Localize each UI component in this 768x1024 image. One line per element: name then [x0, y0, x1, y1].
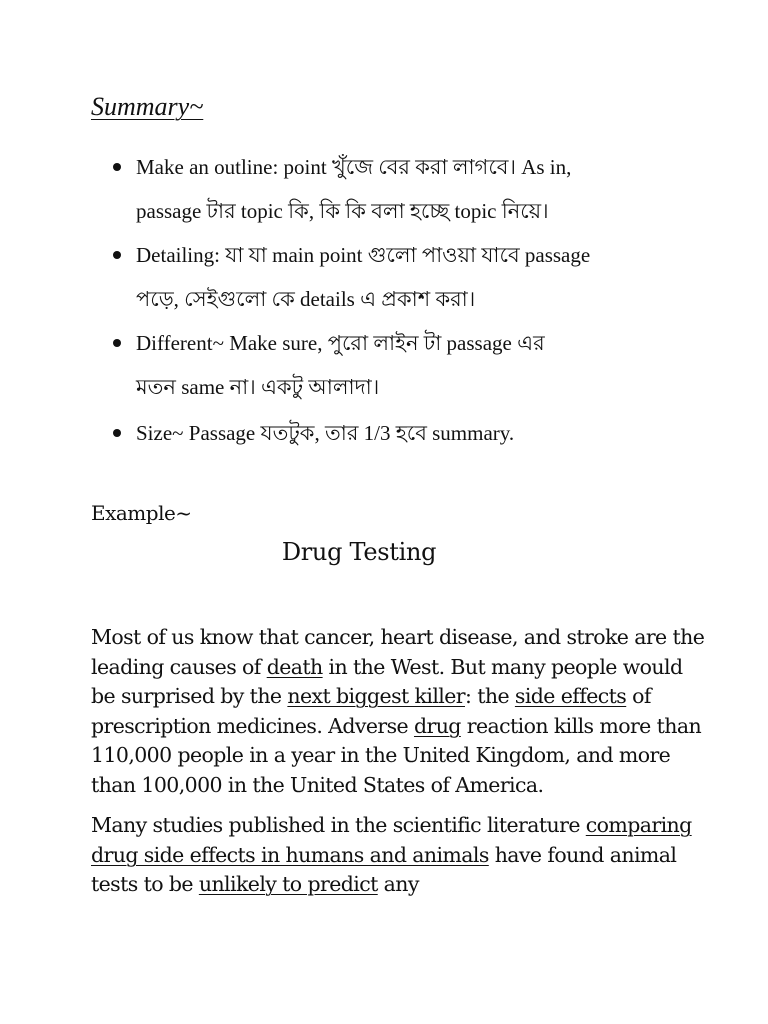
list-item-line: passage টার topic কি, কি কি বলা হচ্ছে topic নিয়ে। [136, 199, 549, 223]
list-item-line: Size~ Passage যতটুক, তার 1/3 হবে summary. [136, 421, 515, 445]
underlined-text: next biggest killer [287, 684, 465, 708]
list-item [113, 233, 713, 321]
bullet-icon [113, 339, 121, 347]
article-title: Drug Testing [281, 538, 437, 566]
paragraph-text: in the West. But many people would be surprised by the [91, 654, 683, 708]
summary-list [113, 145, 713, 455]
list-item [113, 145, 713, 233]
underlined-text: death [266, 654, 323, 679]
list-item-line: মতন same না। একটু আলাদা। [136, 375, 380, 399]
paragraph-text: reaction kills more than 110,000 people in a year in the United Kingdom, and more than 100,000 in the United States of America. [91, 713, 702, 797]
list-item-line: Detailing: যা যা main point গুলো পাওয়া যাবে passage [136, 243, 591, 267]
article-body [91, 623, 711, 911]
paragraph [91, 623, 711, 800]
underlined-text: comparing drug side effects in humans and animals [91, 813, 692, 867]
summary-heading: Summary~ [91, 92, 204, 121]
list-item [113, 411, 713, 455]
list-item-line: পড়ে, সেইগুলো কে details এ প্রকাশ করা। [136, 287, 476, 311]
paragraph-text: any [377, 872, 419, 896]
paragraph-text: : the [464, 684, 515, 708]
list-item-line: Different~ Make sure, পুরো লাইন টা passage এর [136, 331, 545, 355]
bullet-icon [113, 251, 121, 259]
underlined-text: unlikely to predict [198, 872, 378, 896]
underlined-text: side effects [514, 684, 627, 708]
bullet-icon [113, 163, 121, 171]
list-item-line: Make an outline: point খুঁজে বের করা লাগবে। As in, [136, 155, 572, 179]
list-item [113, 321, 713, 409]
underlined-text: drug [413, 713, 461, 738]
paragraph-text: of prescription medicines. Adverse [91, 684, 651, 738]
paragraph-text: Most of us know that cancer, heart disease, and stroke are the leading causes of [91, 625, 705, 679]
paragraph [91, 811, 711, 900]
paragraph-text: have found animal tests to be [91, 842, 677, 896]
paragraph-text: Many studies published in the scientific literature [91, 813, 586, 837]
bullet-icon [113, 429, 121, 437]
example-heading: Example~ [91, 501, 192, 525]
